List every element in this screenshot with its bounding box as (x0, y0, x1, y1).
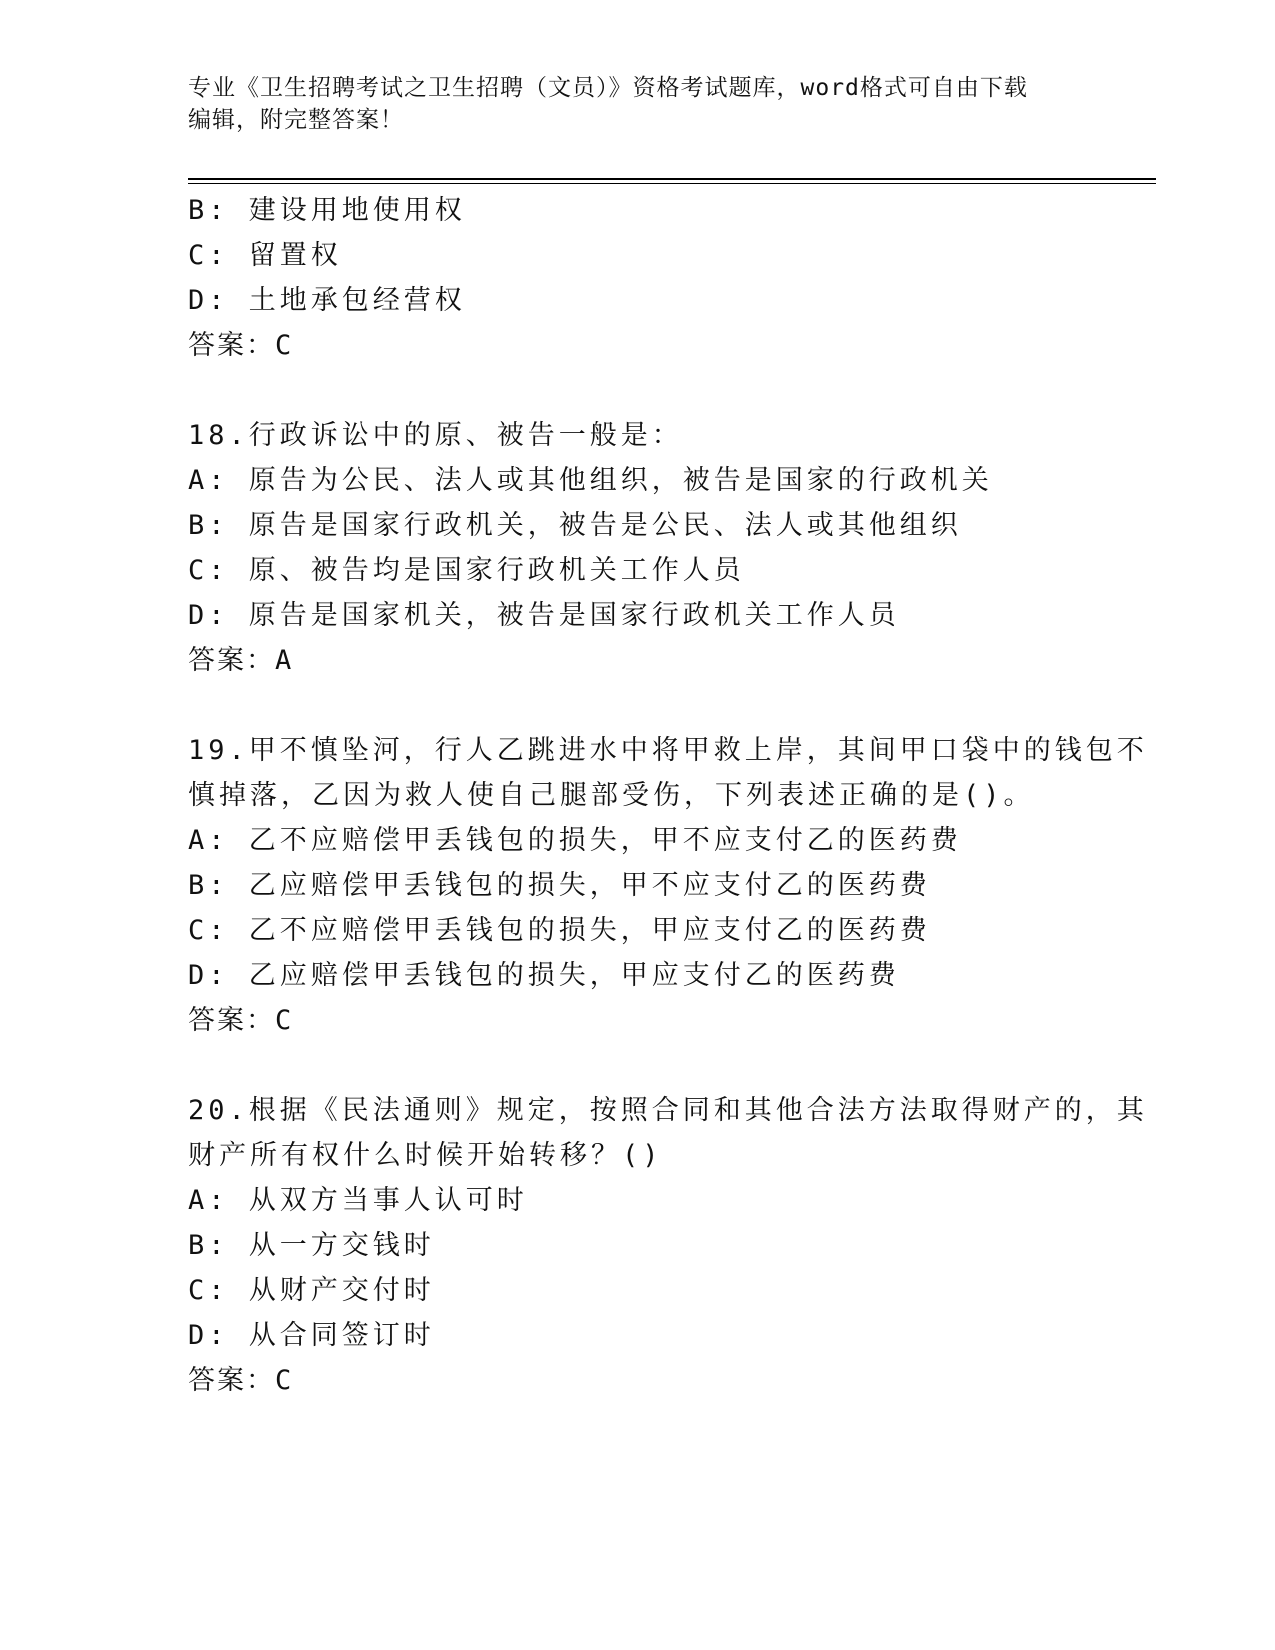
q18-option-c: C: 原、被告均是国家行政机关工作人员 (188, 555, 745, 586)
q18-stem: 18.行政诉讼中的原、被告一般是： (188, 420, 683, 451)
q18-option-d: D: 原告是国家机关，被告是国家行政机关工作人员 (188, 600, 900, 631)
q20-answer (188, 1364, 291, 1398)
document-header (188, 72, 1088, 136)
q17-option-b: B: 建设用地使用权 (188, 195, 466, 226)
answer-value: A (275, 645, 292, 676)
q19-answer (188, 1004, 291, 1038)
q20-option-c: C: 从财产交付时 (188, 1275, 435, 1306)
q19-option-b: B: 乙应赔偿甲丢钱包的损失，甲不应支付乙的医药费 (188, 870, 931, 901)
header-line-2: 编辑，附完整答案！ (188, 107, 404, 133)
q18-option-b: B: 原告是国家行政机关，被告是公民、法人或其他组织 (188, 510, 962, 541)
q20-option-a: A: 从双方当事人认可时 (188, 1185, 528, 1216)
answer-value: C (275, 330, 292, 361)
q17-option-d: D: 土地承包经营权 (188, 285, 466, 316)
q19-option-c: C: 乙不应赔偿甲丢钱包的损失，甲应支付乙的医药费 (188, 915, 931, 946)
q18-option-a: A: 原告为公民、法人或其他组织，被告是国家的行政机关 (188, 465, 993, 496)
header-divider-thick (188, 178, 1156, 180)
q17-answer (188, 329, 291, 363)
q20-stem-line-2: 财产所有权什么时候开始转移？() (188, 1140, 663, 1171)
q19-stem-line-2: 慎掉落，乙因为救人使自己腿部受伤，下列表述正确的是()。 (188, 780, 1035, 811)
q19-option-a: A: 乙不应赔偿甲丢钱包的损失，甲不应支付乙的医药费 (188, 825, 962, 856)
q19-option-d: D: 乙应赔偿甲丢钱包的损失，甲应支付乙的医药费 (188, 960, 900, 991)
q18-answer (188, 644, 291, 678)
header-divider-thin (188, 183, 1156, 184)
q20-option-d: D: 从合同签订时 (188, 1320, 435, 1351)
answer-value: C (275, 1005, 292, 1036)
header-line-1: 专业《卫生招聘考试之卫生招聘（文员）》资格考试题库，word格式可自由下载 (188, 75, 1028, 101)
q17-option-c: C: 留置权 (188, 240, 342, 271)
answer-value: C (275, 1365, 292, 1396)
answer-label: 答案： (188, 1005, 275, 1036)
answer-label: 答案： (188, 1365, 275, 1396)
q20-stem-line-1: 20.根据《民法通则》规定，按照合同和其他合法方法取得财产的，其 (188, 1095, 1148, 1126)
q20-option-b: B: 从一方交钱时 (188, 1230, 435, 1261)
answer-label: 答案： (188, 645, 275, 676)
answer-label: 答案： (188, 330, 275, 361)
q19-stem-line-1: 19.甲不慎坠河，行人乙跳进水中将甲救上岸，其间甲口袋中的钱包不 (188, 735, 1148, 766)
